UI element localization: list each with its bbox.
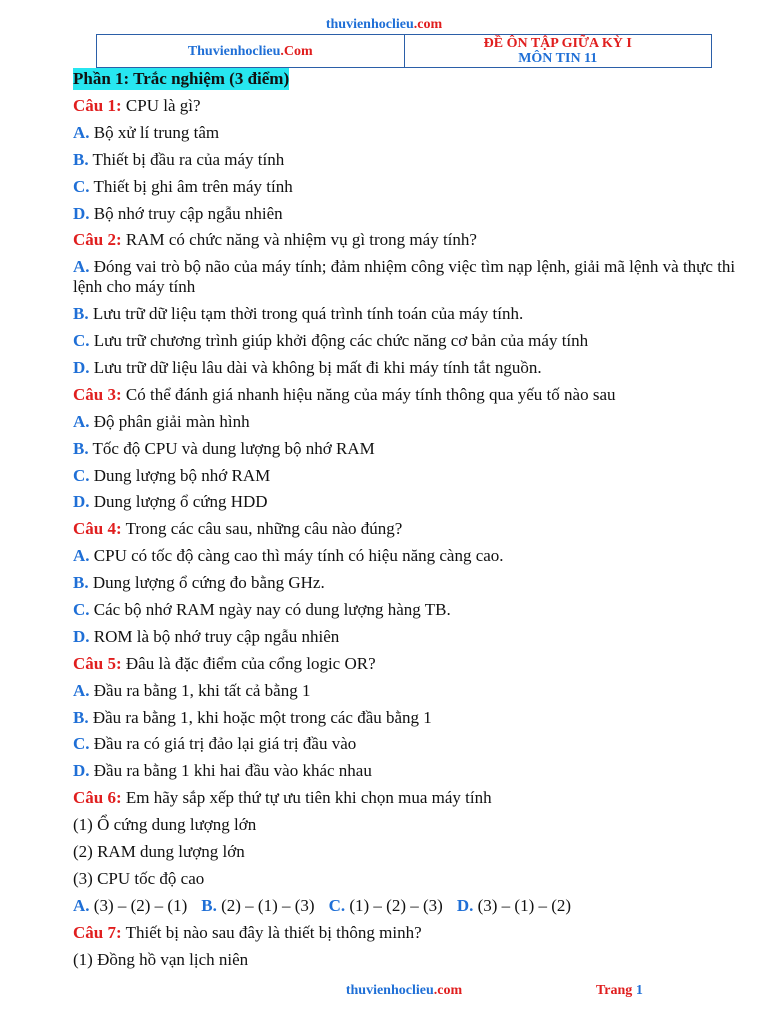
header-left-cell <box>97 35 404 67</box>
option <box>73 896 187 916</box>
question-label: Câu 1: <box>73 96 122 115</box>
footer-site <box>0 983 768 999</box>
option-text: Đầu ra bằng 1, khi tất cả bằng 1 <box>93 680 311 700</box>
option-text: Lưu trữ dữ liệu tạm thời trong quá trình tính toán của máy tính. <box>92 304 524 324</box>
option-text: Đóng vai trò bộ não của máy tính; đảm nhiệm công việc tìm nạp lệnh, giải mã lệnh và thực thi lệnh cho máy tính <box>73 257 736 297</box>
option-key: A. <box>73 257 90 277</box>
option-text: Tốc độ CPU và dung lượng bộ nhớ RAM <box>92 438 375 458</box>
option-text: Lưu trữ dữ liệu lâu dài và không bị mất đi khi máy tính tắt nguồn. <box>93 358 542 378</box>
question-6 <box>73 788 739 808</box>
option-key: B. <box>201 895 217 915</box>
option <box>73 150 739 170</box>
subject-title: MÔN TIN 11 <box>518 51 598 66</box>
option-key: D. <box>73 761 90 781</box>
header-table <box>96 34 712 68</box>
option-text: Đầu ra bằng 1, khi hoặc một trong các đầu bằng 1 <box>92 707 432 727</box>
option-text: (3) – (2) – (1) <box>93 895 188 915</box>
question-label: Câu 7: <box>73 922 122 942</box>
list-item: (1) Đồng hồ vạn lịch niên <box>73 949 249 969</box>
option-text: ROM là bộ nhớ truy cập ngẫu nhiên <box>93 626 340 646</box>
question-label: Câu 4: <box>73 519 122 539</box>
option <box>73 627 739 647</box>
question-label: Câu 6: <box>73 788 122 808</box>
question-text: Em hãy sắp xếp thứ tự ưu tiên khi chọn mua máy tính <box>125 788 492 808</box>
option-key: D. <box>73 203 90 223</box>
option-text: Các bộ nhớ RAM ngày nay có dung lượng hàng TB. <box>93 600 451 620</box>
header-site-main: Thuvienhoclieu <box>187 43 281 59</box>
question-3 <box>73 385 739 405</box>
question-label: Câu 2: <box>73 230 122 250</box>
option-key: C. <box>328 895 346 915</box>
question-2 <box>73 230 739 250</box>
option <box>457 896 571 916</box>
option <box>73 466 739 486</box>
option-key: B. <box>73 707 89 727</box>
option-text: (2) – (1) – (3) <box>221 895 315 915</box>
option-text: Đầu ra bằng 1 khi hai đầu vào khác nhau <box>93 761 372 781</box>
option <box>73 600 739 620</box>
watermark-tld: .com <box>413 17 443 32</box>
option <box>73 439 739 459</box>
question-text: Đâu là đặc điểm của cổng logic OR? <box>125 653 376 673</box>
option-key: D. <box>73 358 90 378</box>
option-key: A. <box>73 411 90 431</box>
option-key: A. <box>73 895 90 915</box>
inline-options <box>73 896 739 916</box>
document-body <box>73 68 739 977</box>
question-4 <box>73 519 739 539</box>
option <box>329 896 443 916</box>
question-label: Câu 5: <box>73 653 122 673</box>
option-text: Dung lượng bộ nhớ RAM <box>93 465 271 485</box>
option-key: D. <box>456 895 474 915</box>
question-text: Trong các câu sau, những câu nào đúng? <box>125 519 403 539</box>
page-label: Trang <box>596 983 633 998</box>
option-key: B. <box>73 573 89 593</box>
option <box>73 573 739 593</box>
header-site-tld: .Com <box>280 43 313 59</box>
list-item: (1) Ổ cứng dung lượng lớn <box>73 815 257 835</box>
option <box>73 708 739 728</box>
page-footer <box>0 983 768 1001</box>
option-key: C. <box>73 331 90 351</box>
question-7 <box>73 923 739 943</box>
option <box>73 123 739 143</box>
option-key: C. <box>73 600 90 620</box>
option <box>73 681 739 701</box>
question-text: RAM có chức năng và nhiệm vụ gì trong máy tính? <box>125 230 477 250</box>
option <box>73 358 739 378</box>
option <box>73 761 739 781</box>
option <box>73 734 739 754</box>
page-number <box>596 983 643 999</box>
option-text: Đầu ra có giá trị đảo lại giá trị đầu vào <box>93 734 357 754</box>
option <box>73 177 739 197</box>
option <box>73 331 739 351</box>
exam-title: ĐỀ ÔN TẬP GIỮA KỲ I <box>483 36 632 51</box>
question-5 <box>73 654 739 674</box>
top-watermark <box>0 16 768 34</box>
option-text: (3) – (1) – (2) <box>477 895 572 915</box>
question-label: Câu 3: <box>73 384 122 404</box>
option-key: A. <box>73 680 90 700</box>
header-right-cell <box>404 35 712 67</box>
option-key: B. <box>73 149 89 169</box>
option-key: C. <box>73 465 90 485</box>
option-key: A. <box>73 546 90 566</box>
option <box>73 304 739 324</box>
option-key: C. <box>73 176 90 196</box>
option <box>73 546 739 566</box>
page-num: 1 <box>635 983 643 998</box>
option-text: (1) – (2) – (3) <box>349 895 443 915</box>
watermark-main: thuvienhoclieu <box>325 17 414 32</box>
option-text: Thiết bị ghi âm trên máy tính <box>93 176 293 196</box>
list-item: (2) RAM dung lượng lớn <box>73 842 245 862</box>
option-text: Thiết bị đầu ra của máy tính <box>92 149 285 169</box>
option-key: A. <box>73 122 90 142</box>
question-1 <box>73 96 739 116</box>
question-text: Có thể đánh giá nhanh hiệu năng của máy tính thông qua yếu tố nào sau <box>125 384 616 404</box>
option-key: C. <box>73 734 90 754</box>
question-text: Thiết bị nào sau đây là thiết bị thông minh? <box>125 922 422 942</box>
option-text: Độ phân giải màn hình <box>93 411 250 431</box>
option-key: D. <box>73 492 90 512</box>
footer-site-main: thuvienhoclieu <box>345 983 434 998</box>
section-title: Phần 1: Trắc nghiệm (3 điểm) <box>73 69 290 88</box>
option <box>73 204 739 224</box>
footer-site-tld: .com <box>433 983 463 998</box>
option-key: D. <box>73 626 90 646</box>
option <box>73 257 739 297</box>
option-key: B. <box>73 304 89 324</box>
option-text: Dung lượng ổ cứng HDD <box>93 492 268 512</box>
option-text: Lưu trữ chương trình giúp khởi động các chức năng cơ bản của máy tính <box>93 331 589 351</box>
question-text: CPU là gì? <box>125 96 201 115</box>
option <box>201 896 314 916</box>
option-key: B. <box>73 438 89 458</box>
option <box>73 492 739 512</box>
option-text: CPU có tốc độ càng cao thì máy tính có hiệu năng càng cao. <box>93 546 504 566</box>
option-text: Bộ nhớ truy cập ngẫu nhiên <box>93 203 283 223</box>
option-text: Bộ xử lí trung tâm <box>93 122 220 142</box>
option-text: Dung lượng ổ cứng đo bằng GHz. <box>92 573 325 593</box>
list-item: (3) CPU tốc độ cao <box>73 868 205 888</box>
option <box>73 412 739 432</box>
